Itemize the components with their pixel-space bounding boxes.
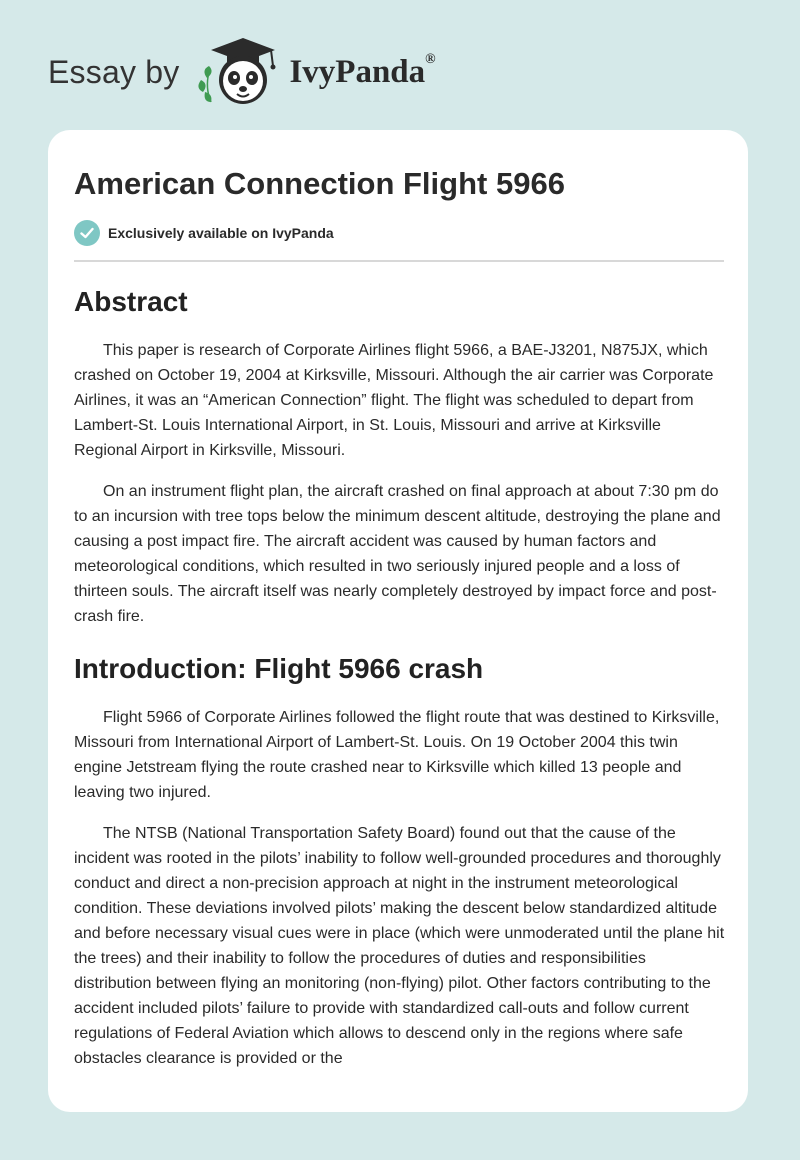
section-heading-abstract: Abstract xyxy=(74,286,188,317)
paragraph: Flight 5966 of Corporate Airlines followed the flight route that was destined to Kirksville, Missouri from International Airport of Lambert-St. Louis. On 19 October 2004 this twin engine Jetstream flying the route crashed near to Kirksville which killed 13 people and leaving two injured. xyxy=(74,709,720,801)
essay-card xyxy=(48,130,748,1112)
paragraph: This paper is research of Corporate Airlines flight 5966, a BAE-J3201, N875JX, which crashed on October 19, 2004 at Kirksville, Missouri. Although the air carrier was Corporate Airlines, it was an “American Connection” flight. The flight was scheduled to depart from Lambert-St. Louis International Airport, in St. Louis, Missouri and arrive at Kirksville Regional Airport in Kirksville, Missouri. xyxy=(74,342,714,459)
essay-by-label: Essay by xyxy=(48,53,180,90)
exclusive-label: Exclusively available on IvyPanda xyxy=(108,225,334,241)
check-icon xyxy=(74,220,100,246)
paragraph: On an instrument flight plan, the aircraft crashed on final approach at about 7:30 pm do to an incursion with tree tops below the minimum descent altitude, destroying the plane and causing a post impact fire. The aircraft accident was caused by human factors and meteorological conditions, which resulted in two seriously injured people and a loss of thirteen souls. The aircraft itself was nearly completely destroyed by impact force and post-crash fire. xyxy=(74,483,721,625)
divider xyxy=(74,260,724,262)
brand-name-text: IvyPanda xyxy=(289,53,426,90)
paragraph: The NTSB (National Transportation Safety Board) found out that the cause of the incident was rooted in the pilots’ inability to follow well-grounded procedures and thoroughly conduct and direct a non-precision approach at night in the instrument meteorological condition. These deviations involved pilots’ making the descent below standardized altitude and before necessary visual cues were in place (which were unmoderated until the plane hit the trees) and their inability to follow the procedures of duties and responsibilities distribution between flying an monitoring (non-flying) pilot. Other factors contributing to the accident included pilots’ failure to provide with standardized call-outs and follow current regulations of Federal Aviation which allows to descend only in the regions where safe obstacles clearance is provided or the xyxy=(74,825,725,1067)
site-header xyxy=(48,36,436,108)
exclusive-badge xyxy=(74,220,722,246)
ivypanda-logo-icon[interactable] xyxy=(193,36,285,108)
brand-name[interactable] xyxy=(289,51,436,91)
section-heading-introduction: Introduction: Flight 5966 crash xyxy=(74,653,484,684)
registered-mark: ® xyxy=(425,51,436,67)
page-title: American Connection Flight 5966 xyxy=(74,166,565,201)
